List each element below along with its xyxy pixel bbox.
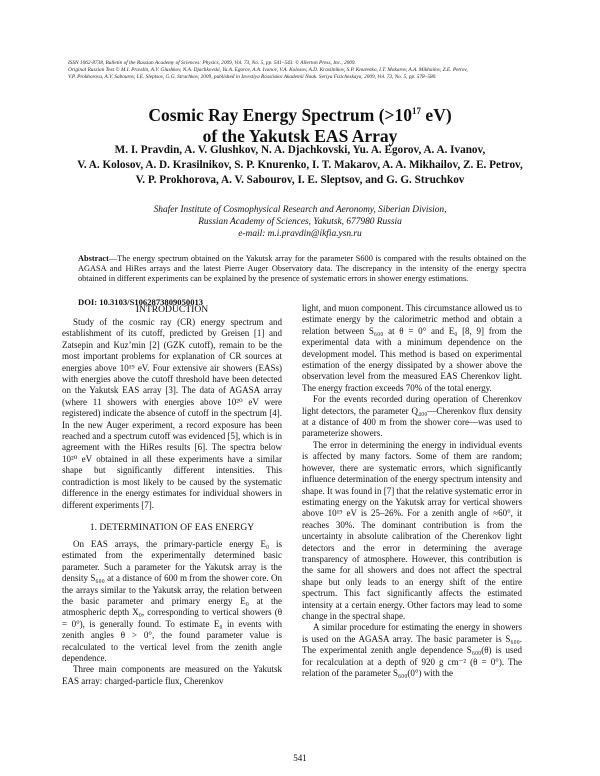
- affiliation-line: Russian Academy of Sciences, Yakutsk, 677980 Russia: [198, 217, 402, 227]
- paragraph: Three main components are measured on the Yakutsk EAS array: charged-particle flux, Cherenkov: [62, 664, 282, 686]
- author-line: V. A. Kolosov, A. D. Krasilnikov, S. P. Knurenko, I. T. Makarov, A. A. Mikhailov, Z. E. Petrov,: [77, 159, 523, 171]
- title-exponent: 17: [412, 106, 422, 116]
- paper-title: [60, 101, 540, 147]
- right-column: [302, 303, 522, 679]
- paragraph: A similar procedure for estimating the energy in showers is used on the AGASA array. The basic parameter is S₆₀₀. The experimental zenith angle dependence S₆₀₀(θ) is used for recalculation at a depth of 920 g cm⁻² (θ = 0°). The relation of the parameter S₆₀₀(0°) with the: [302, 622, 522, 678]
- doi: DOI: 10.3103/S1062873809050013: [78, 297, 204, 307]
- left-column: [62, 303, 282, 687]
- header-line: Original Russian Text © M.I. Pravdin, A.V. Glushkov, N.A. Djachkovski, Yu.A. Egorov, A.A. Ivanov, V.A. Kolosov, A.D. Krasilnikov, S.P. Knurenko, I.T. Makarov, A.A. Mikhailov, Z.E. Petrov,: [68, 67, 468, 73]
- title-line1: Cosmic Ray Energy Spectrum (>10: [148, 104, 413, 125]
- journal-header: [68, 60, 538, 81]
- author-line: M. I. Pravdin, A. V. Glushkov, N. A. Djachkovski, Yu. A. Egorov, A. A. Ivanov,: [114, 144, 486, 156]
- paragraph: For the events recorded during operation of Cherenkov light detectors, the parameter Q₄₀₀—Cherenkov flux density at a distance of 400 m from the shower core—was used to parameterize showers.: [302, 394, 522, 439]
- author-line: V. P. Prokhorova, A. V. Sabourov, I. E. Sleptsov, and G. G. Struchkov: [135, 174, 465, 186]
- abstract-text: —The energy spectrum obtained on the Yakutsk array for the parameter S600 is compared with the results obtained on the AGASA and HiRes arrays and the latest Pierre Auger Observatory data. The discrepancy in the intensity of the energy spectra obtained in different experiments can be explained by the presence of systematic errors in shower energy estimations.: [78, 254, 526, 283]
- paragraph: Study of the cosmic ray (CR) energy spectrum and establishment of its cutoff, predicted by Greisen [1] and Zatsepin and Kuz’min [2] (GZK cutoff), remain to be the most important problems for explanation of CR sources at energies above 10¹⁹ eV. Four extensive air showers (EASs) with energies above the cutoff threshold have been detected on the Yakutsk EAS array [3]. The data of AGASA array (where 11 showers with energies above 10²⁰ eV were registered) indicate the absence of cutoff in the spectrum [4]. In the new Auger experiment, a record exposure has been reached and a spectrum cutoff was evidenced [5], which is in agreement with the HiRes results [6]. The spectra below 10²⁰ eV obtained in all these experiments have a similar shape but significantly different intensities. This contradiction is most likely to be caused by the systematic difference in the energy estimates for individual showers in different experiments [7].: [62, 317, 282, 510]
- abstract-label: Abstract: [78, 254, 109, 263]
- header-line: V.P. Prokhorova, A.V. Sabourov, I.E. Sleptsov, G.G. Struchkov, 2009, published in Izvestiya Rossiiskoi Akademii Nauk. Seriya Fizicheskaya, 2009, Vol. 73, No. 5, pp. 578–580.: [68, 74, 437, 80]
- paragraph: light, and muon component. This circumstance allowed us to estimate energy by the calorimetric method and obtain a relation between S₆₀₀ at θ = 0° and E₀ [8, 9] from the experimental data with a minimum dependence on the development model. This method is based on experimental estimation of the energy dissipated by a shower above the observation level from the measured EAS Cherenkov light. The energy fraction exceeds 70% of the total energy.: [302, 303, 522, 393]
- title-line1-end: eV): [421, 104, 452, 125]
- paragraph: On EAS arrays, the primary-particle energy E₀ is estimated from the experimentally determined basic parameter. Such a parameter for the Yakutsk array is the density S₆₀₀ at a distance of 600 m from the shower core. On the arrays similar to the Yakutsk array, the relation between the basic parameter and primary energy E₀ at the atmospheric depth X₀, corresponding to vertical showers (θ = 0°), is generally found. To estimate E₀ in events with zenith angles θ > 0°, the found parameter value is recalculated to the vertical level from the zenith angle dependence.: [62, 538, 282, 663]
- affiliation-line: Shafer Institute of Cosmophysical Research and Aeronomy, Siberian Division,: [153, 205, 447, 215]
- email: e-mail: m.i.pravdin@ikfia.ysn.ru: [238, 229, 362, 239]
- section-heading-determination: 1. DETERMINATION OF EAS ENERGY: [89, 521, 255, 533]
- abstract: [78, 254, 526, 284]
- author-list: [62, 143, 538, 188]
- title-line2: of the Yakutsk EAS Array: [202, 125, 398, 146]
- affiliation: [80, 204, 520, 240]
- page-number: 541: [293, 753, 307, 763]
- header-line: ISSN 1062-8738, Bulletin of the Russian Academy of Sciences: Physics, 2009, Vol. 73, No. 5, pp. 541–543. © Allerton Press, Inc., 2009.: [68, 60, 356, 66]
- paragraph: The error in determining the energy in individual events is affected by many factors. Some of them are random; however, there are systematic errors, which significantly influence determination of the energy spectrum intensity and shape. It was found in [7] that the relative systematic error in estimating energy on the Yakutsk array for vertical showers above 10¹⁹ eV is 25–26%. For a zenith angle of ≈60°, it reaches 30%. The dominant contribution is from the uncertainty in absolute calibration of the Cherenkov light detectors and the error in determining the average transparency of atmosphere. However, this contribution is the same for all showers and does not affect the spectral shape but only leads to an energy shift of the entire spectrum. This fact significantly affects the estimated intensity at a certain energy. Other factors may lead to some change in the spectral shape.: [302, 439, 522, 621]
- section-heading-introduction: INTRODUCTION: [135, 304, 209, 315]
